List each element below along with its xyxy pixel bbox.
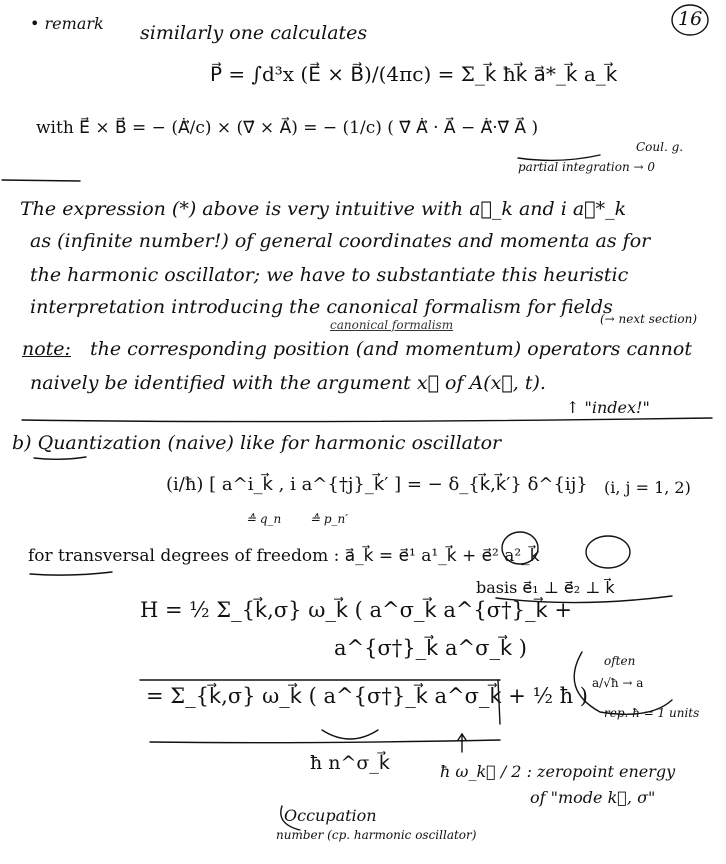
hamiltonian-bottom-line xyxy=(150,740,500,743)
momentum-equation: P⃗ = ∫d³x (E⃗ × B⃗)/(4πc) = Σ_k⃗ ħk⃗ a⃗*_k⃗ a_k⃗ xyxy=(210,62,618,86)
transversal-underline xyxy=(30,572,112,575)
partial-integration-note: partial integration → 0 xyxy=(518,160,656,174)
canonical-formalism-highlight: canonical formalism xyxy=(330,318,454,332)
index-range: (i, j = 1, 2) xyxy=(604,478,691,497)
paragraph-line-1: The expression (*) above is very intuitive with a⃗_k and i a⃗*_k xyxy=(20,198,627,220)
under-note-q: ≙ q_n xyxy=(246,512,282,526)
hamiltonian-line-2: a^{σ†}_k⃗ a^σ_k⃗ ) xyxy=(334,636,527,660)
occupation-label: Occupation xyxy=(284,806,377,825)
side-note-often: often xyxy=(604,654,636,668)
hamiltonian-sum: = Σ_{k⃗,σ} ω_k⃗ ( a^{σ†}_k⃗ a^σ_k⃗ + ½ ħ ) xyxy=(146,684,589,708)
paragraph-line-3: the harmonic oscillator; we have to substantiate this heuristic xyxy=(30,264,629,286)
side-note-rescale: a/√ħ → a xyxy=(592,676,644,690)
note-line-1: the corresponding position (and momentum) operators cannot xyxy=(90,338,692,360)
quantization-heading: b) Quantization (naive) like for harmonic oscillator xyxy=(12,432,502,454)
paragraph-line-2: as (infinite number!) of general coordinates and momenta as for xyxy=(30,230,651,252)
under-note-p: ≙ p_n′ xyxy=(310,512,349,526)
quantization-underline xyxy=(34,457,86,459)
paragraph-line-4: interpretation introducing the canonical formalism for fields xyxy=(30,296,613,318)
basis-note: basis e⃗₁ ⊥ e⃗₂ ⊥ k⃗ xyxy=(476,578,615,597)
side-note-units: rep. ħ = 1 units xyxy=(604,706,700,720)
occupation-number-note: number (cp. harmonic oscillator) xyxy=(276,828,477,842)
commutator-equation: (i/ħ) [ a^i_k⃗ , i a^{†j}_k⃗′ ] = − δ_{k⃗,k⃗′} δ^{ij} xyxy=(166,474,588,495)
page-number: 16 xyxy=(678,8,703,30)
coulomb-gauge-note: Coul. g. xyxy=(636,140,684,154)
hamiltonian-line-1: H = ½ Σ_{k⃗,σ} ω_k⃗ ( a^σ_k⃗ a^{σ†}_k⃗ + xyxy=(140,598,572,622)
index-note: ↑ "index!" xyxy=(566,398,650,417)
a2-circle xyxy=(586,536,630,568)
zeropoint-line-1: ħ ω_k⃗ / 2 : zeropoint energy xyxy=(440,762,676,781)
hbar-n-term: ħ n^σ_k⃗ xyxy=(310,752,390,774)
remark-label: • remark xyxy=(30,14,104,33)
cross-product-equation: with E⃗ × B⃗ = − (Ȧ⃗/c) × (∇⃗ × A⃗) = − (1/c) ( ∇⃗ Ȧ⃗ · A⃗ − Ȧ⃗·∇⃗ A⃗ ) xyxy=(36,118,539,138)
brace-under-term xyxy=(322,730,378,739)
next-section-note: (→ next section) xyxy=(600,312,698,326)
note-line-2: naively be identified with the argument x⃗ of A(x⃗, t). xyxy=(30,372,546,394)
zeropoint-arrowhead xyxy=(458,734,466,740)
transversal-equation: for transversal degrees of freedom : a⃗_k⃗ = e⃗¹ a¹_k⃗ + e⃗² a²_k⃗ xyxy=(28,546,540,566)
section-separator-line xyxy=(22,418,712,422)
separator-line-left xyxy=(2,180,80,181)
zeropoint-line-2: of "mode k⃗, σ" xyxy=(530,788,656,807)
note-label: note: xyxy=(22,338,71,360)
remark-intro: similarly one calculates xyxy=(140,22,368,44)
